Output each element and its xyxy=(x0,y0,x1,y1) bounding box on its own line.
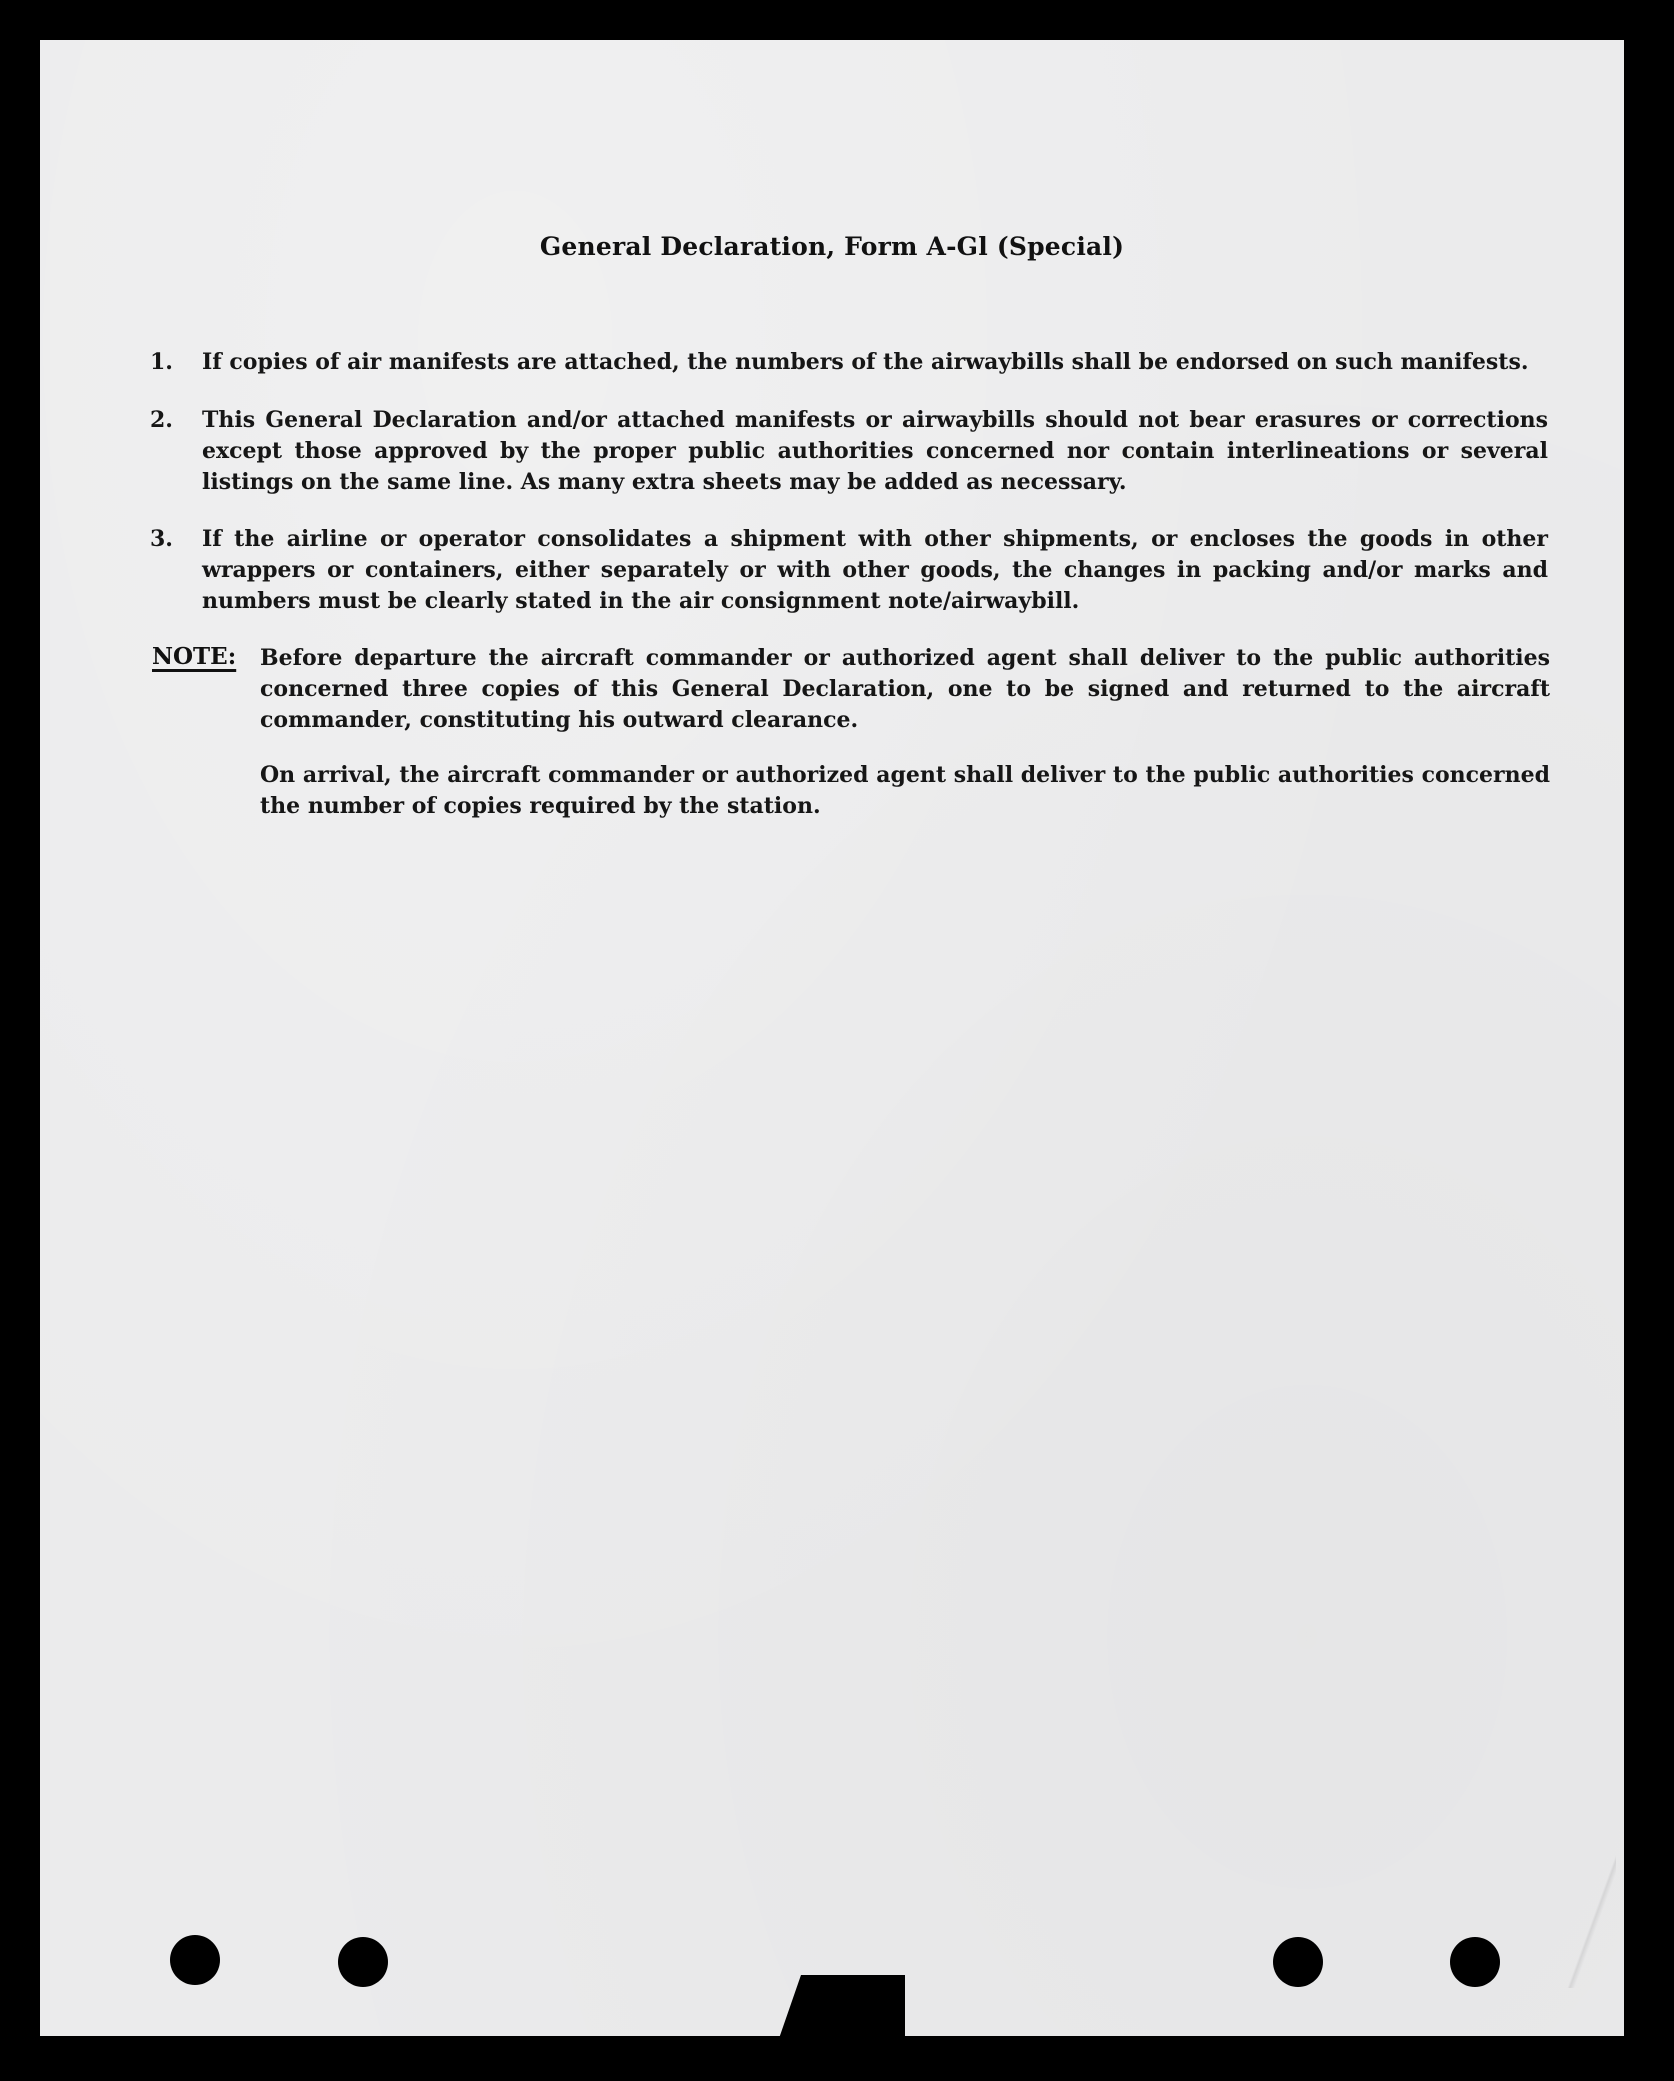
punch-hole xyxy=(338,1937,388,1987)
list-item xyxy=(150,347,1590,378)
list-item xyxy=(150,524,1590,617)
item-number: 3. xyxy=(150,526,173,552)
punch-hole xyxy=(1273,1937,1323,1987)
item-text: If the airline or operator consolidates a shipment with other shipments, or encloses the goods in other wrappers or containers, either separately or with other goods, the changes in packing and/or marks and numbers must be clearly stated in the air consignment note/airwaybill. xyxy=(202,526,1548,614)
item-text: If copies of air manifests are attached, the numbers of the airwaybills shall be endorsed on such manifests. xyxy=(202,349,1529,375)
punch-hole xyxy=(1450,1937,1500,1987)
page-fold-shadow xyxy=(1556,1818,1616,1988)
note-label: NOTE: xyxy=(152,643,237,670)
punch-hole xyxy=(170,1935,220,1985)
document-title: General Declaration, Form A-Gl (Special) xyxy=(539,232,1125,261)
note-paragraph-departure: Before departure the aircraft commander or authorized agent shall deliver to the public authorities concerned three copies of this General Declaration, one to be signed and returned to the aircraft commander, constituting his outward clearance. xyxy=(260,645,1550,733)
item-number: 2. xyxy=(150,407,173,433)
note-paragraph-arrival: On arrival, the aircraft commander or authorized agent shall deliver to the public authorities concerned the number of copies required by the station. xyxy=(260,762,1550,819)
paper-sheet xyxy=(40,40,1624,2036)
torn-notch xyxy=(775,1975,905,2050)
list-item xyxy=(150,405,1590,498)
item-text: This General Declaration and/or attached manifests or airwaybills should not bear erasures or corrections except those approved by the proper public authorities concerned nor contain interlineations or several listings on the same line. As many extra sheets may be added as necessary. xyxy=(202,407,1548,495)
item-number: 1. xyxy=(150,349,173,375)
